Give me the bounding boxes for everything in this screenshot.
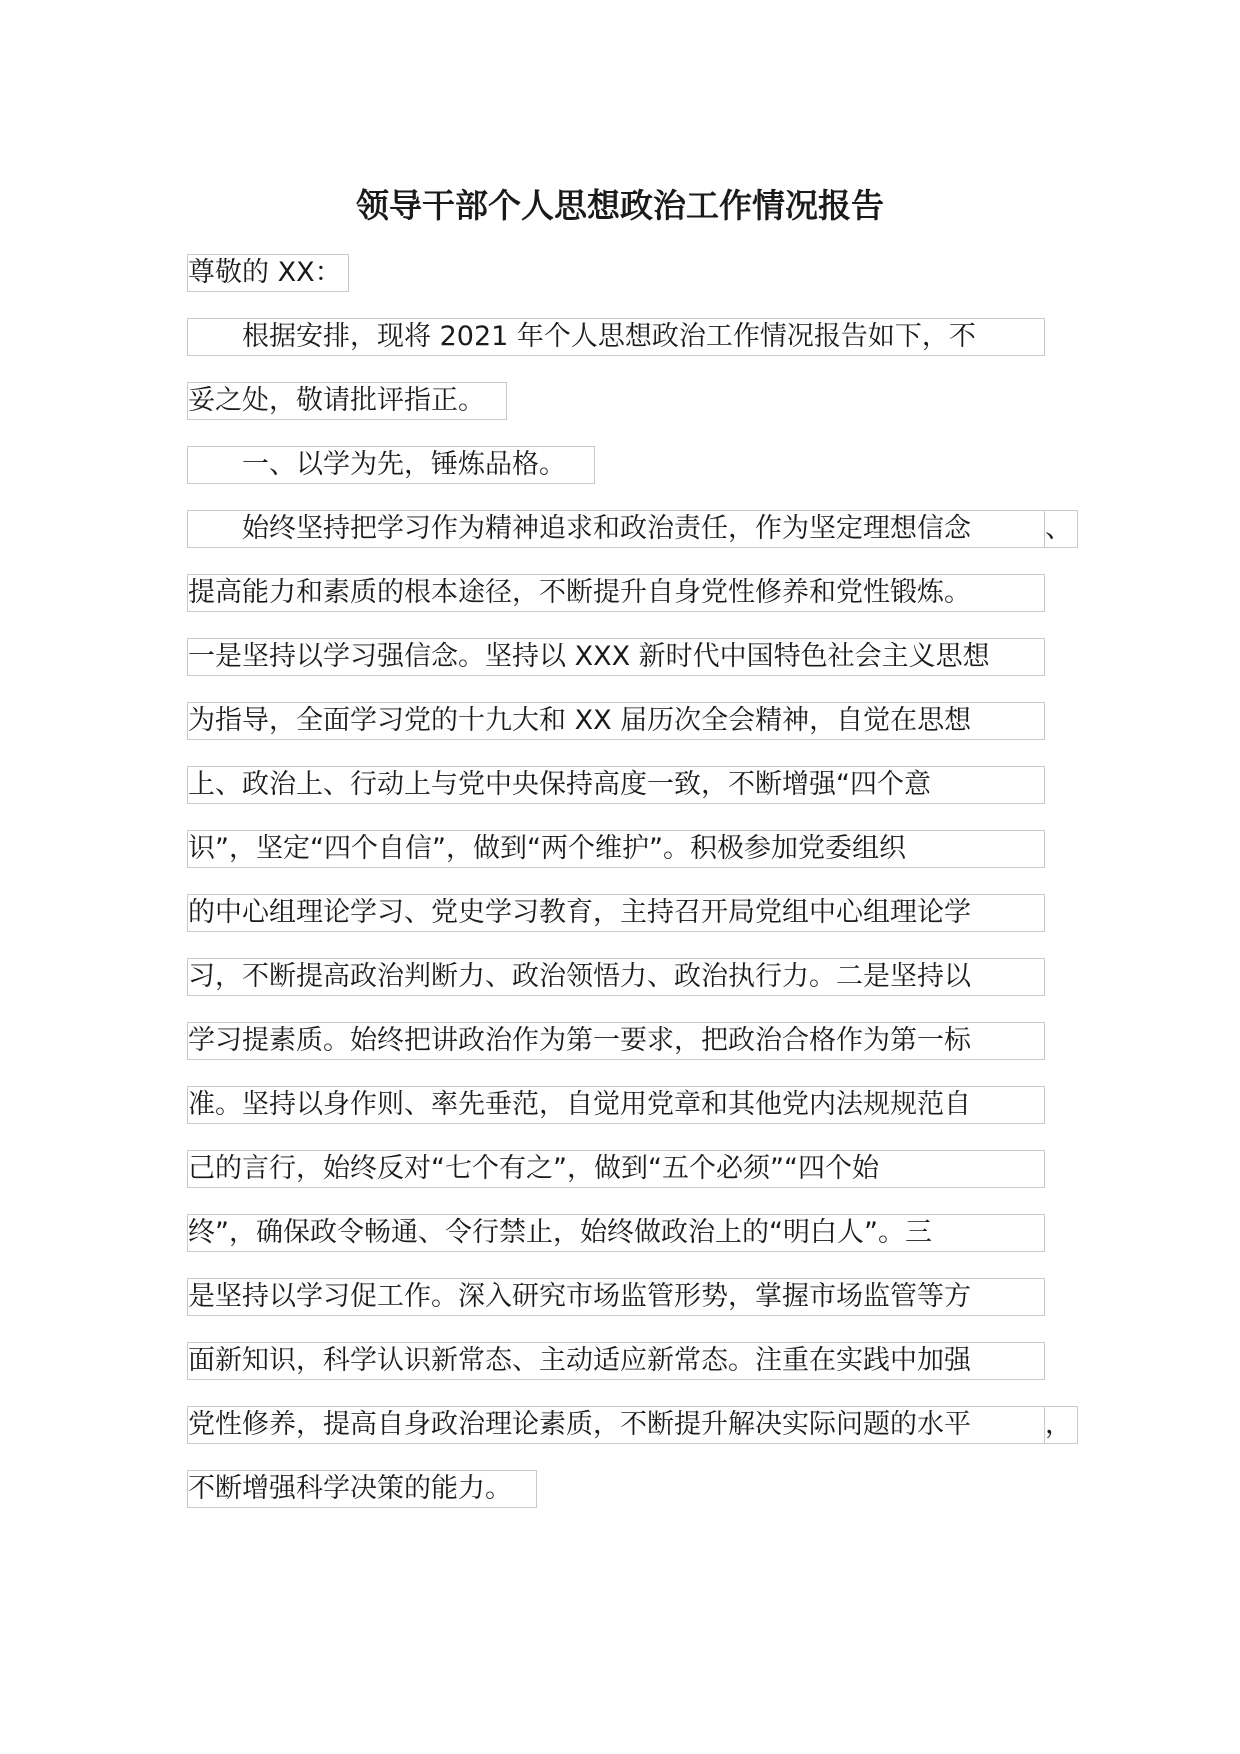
- text-line-15: 终”，确保政令畅通、令行禁止，始终做政治上的“明白人”。三: [187, 1214, 1045, 1252]
- document-title: 领导干部个人思想政治工作情况报告: [356, 186, 884, 225]
- text-line-17: 面新知识，科学认识新常态、主动适应新常态。注重在实践中加强: [187, 1342, 1045, 1380]
- text-line-10: 的中心组理论学习、党史学习教育，主持召开局党组中心组理论学: [187, 894, 1045, 932]
- text-line-16: 是坚持以学习促工作。深入研究市场监管形势，掌握市场监管等方: [187, 1278, 1045, 1316]
- text-line-7: 为指导，全面学习党的十九大和 XX 届历次全会精神，自觉在思想: [187, 702, 1045, 740]
- text-line-9: 识”，坚定“四个自信”，做到“两个维护”。积极参加党委组织: [187, 830, 1045, 868]
- text-line-19: 不断增强科学决策的能力。: [187, 1470, 537, 1508]
- text-line-12: 学习提素质。始终把讲政治作为第一要求，把政治合格作为第一标: [187, 1022, 1045, 1060]
- text-line-18-overflow: ，: [1045, 1406, 1078, 1444]
- text-line-4-overflow: 、: [1045, 510, 1078, 548]
- salutation: 尊敬的 XX：: [187, 254, 349, 292]
- text-line-8: 上、政治上、行动上与党中央保持高度一致，不断增强“四个意: [187, 766, 1045, 804]
- text-line-11: 习，不断提高政治判断力、政治领悟力、政治执行力。二是坚持以: [187, 958, 1045, 996]
- text-line-5: 提高能力和素质的根本途径，不断提升自身党性修养和党性锻炼。: [187, 574, 1045, 612]
- text-line-4: 始终坚持把学习作为精神追求和政治责任，作为坚定理想信念: [187, 510, 1045, 548]
- text-line-13: 准。坚持以身作则、率先垂范，自觉用党章和其他党内法规规范自: [187, 1086, 1045, 1124]
- section-heading-1: 一、以学为先，锤炼品格。: [187, 446, 595, 484]
- text-line-18: 党性修养，提高自身政治理论素质，不断提升解决实际问题的水平: [187, 1406, 1045, 1444]
- text-line-2: 妥之处，敬请批评指正。: [187, 382, 507, 420]
- text-line-14: 己的言行，始终反对“七个有之”，做到“五个必须”“四个始: [187, 1150, 1045, 1188]
- text-line-6: 一是坚持以学习强信念。坚持以 XXX 新时代中国特色社会主义思想: [187, 638, 1045, 676]
- text-line-1: 根据安排，现将 2021 年个人思想政治工作情况报告如下，不: [187, 318, 1045, 356]
